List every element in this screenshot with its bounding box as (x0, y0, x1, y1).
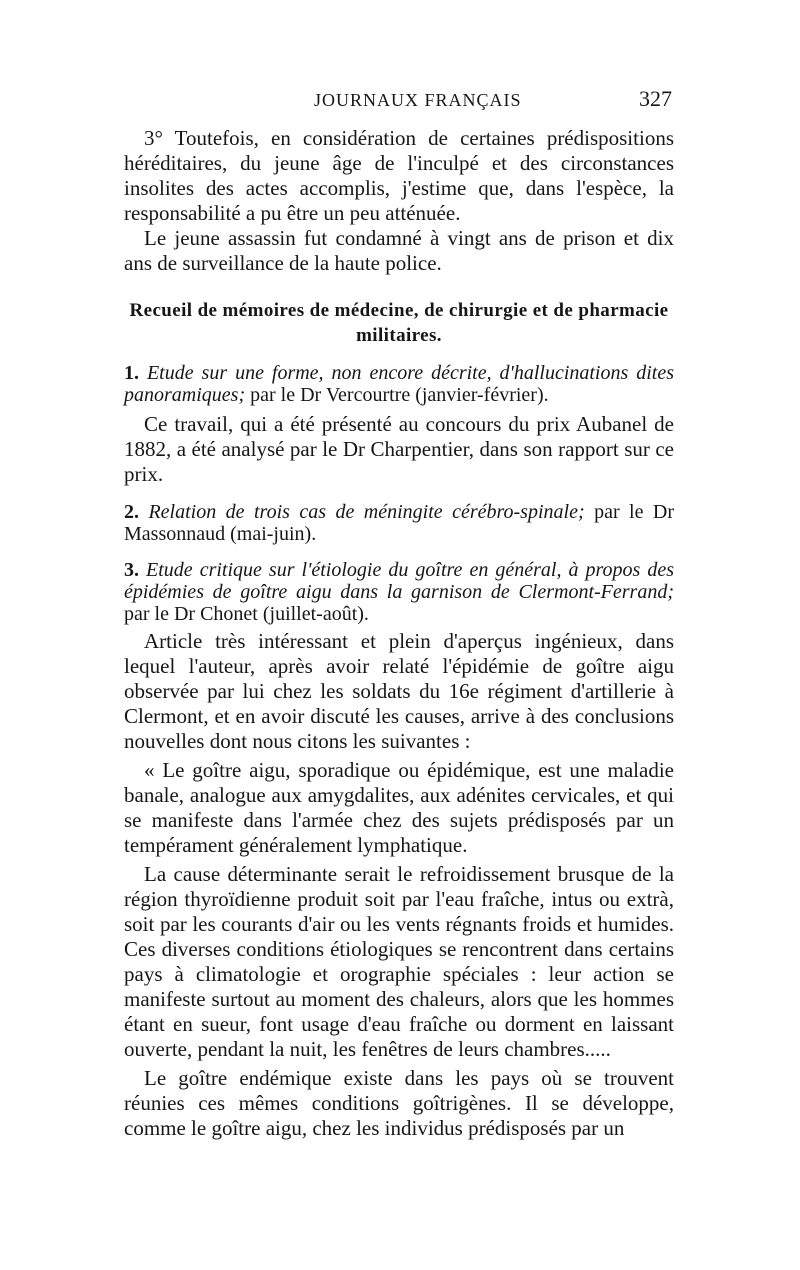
entry-title: Relation de trois cas de méningite cérébro-spinale; (148, 501, 585, 523)
body-paragraph: La cause déterminante serait le refroidissement brusque de la région thyroïdienne produit soit par l'eau fraîche, intus ou extrà, soit par les courants d'air ou les vents régnants froids et humides. Ces diverses conditions étiologiques se rencontrent dans certains pays à climatologie et orographie spéciales : leur action se manifeste surtout au moment des chaleurs, alors que les hommes étant en sueur, font usage d'eau fraîche ou dorment en laissant ouverte, pendant la nuit, les fenêtres de leurs chambres..... (124, 862, 674, 1061)
entry-number: 2. (124, 501, 139, 523)
entry-number: 1. (124, 362, 139, 384)
entry-title: Etude critique sur l'étiologie du goître en général, à propos des épidémies de goître aigu dans la garnison de Clermont-Ferrand; (124, 559, 674, 603)
entry-author: par le Dr Vercourtre (janvier-février). (245, 384, 549, 406)
entry-item (124, 501, 674, 545)
paragraph-responsibility: 3° Toutefois, en considération de certaines prédispositions héréditaires, du jeune âge de l'inculpé et des circonstances insolites des actes accomplis, j'estime que, dans l'espèce, la responsabilité a pu être un peu atténuée. (124, 126, 674, 225)
entry-item (124, 559, 674, 625)
entry-title: Etude sur une forme, non encore décrite, d'hallucinations dites panoramiques; (124, 362, 674, 406)
paragraph-sentence: Le jeune assassin fut condamné à vingt ans de prison et dix ans de surveillance de la haute police. (124, 226, 674, 275)
entry-note: Ce travail, qui a été présenté au concours du prix Aubanel de 1882, a été analysé par le Dr Charpentier, dans son rapport sur ce prix. (124, 412, 674, 486)
entry-author: par le Dr Massonnaud (mai-juin). (124, 501, 675, 545)
entry-number: 3. (124, 559, 139, 581)
entry-item (124, 362, 674, 406)
body-paragraph: Article très intéressant et plein d'aperçus ingénieux, dans lequel l'auteur, après avoir relaté l'épidémie de goître aigu observée par lui chez les soldats du 16e régiment d'artillerie à Clermont, et en avoir discuté les causes, arrive à des conclusions nouvelles dont nous citons les suivantes : (124, 629, 674, 753)
entry-author: par le Dr Chonet (juillet-août). (124, 603, 369, 625)
page-number: 327 (639, 86, 672, 111)
page-header (124, 88, 674, 116)
body-paragraph: Le goître endémique existe dans les pays où se trouvent réunies ces mêmes conditions goîtrigènes. Il se développe, comme le goître aigu, chez les individus prédisposés par un (124, 1066, 674, 1140)
quotation-paragraph: « Le goître aigu, sporadique ou épidémique, est une maladie banale, analogue aux amygdalites, aux adénites cervicales, et qui se manifeste dans l'armée chez des sujets prédisposés par un tempérament généralement lymphatique. (124, 758, 674, 857)
section-heading: Recueil de mémoires de médecine, de chirurgie et de pharmacie militaires. (129, 300, 669, 346)
page-body (124, 126, 674, 1141)
running-title: JOURNAUX FRANÇAIS (314, 90, 522, 110)
